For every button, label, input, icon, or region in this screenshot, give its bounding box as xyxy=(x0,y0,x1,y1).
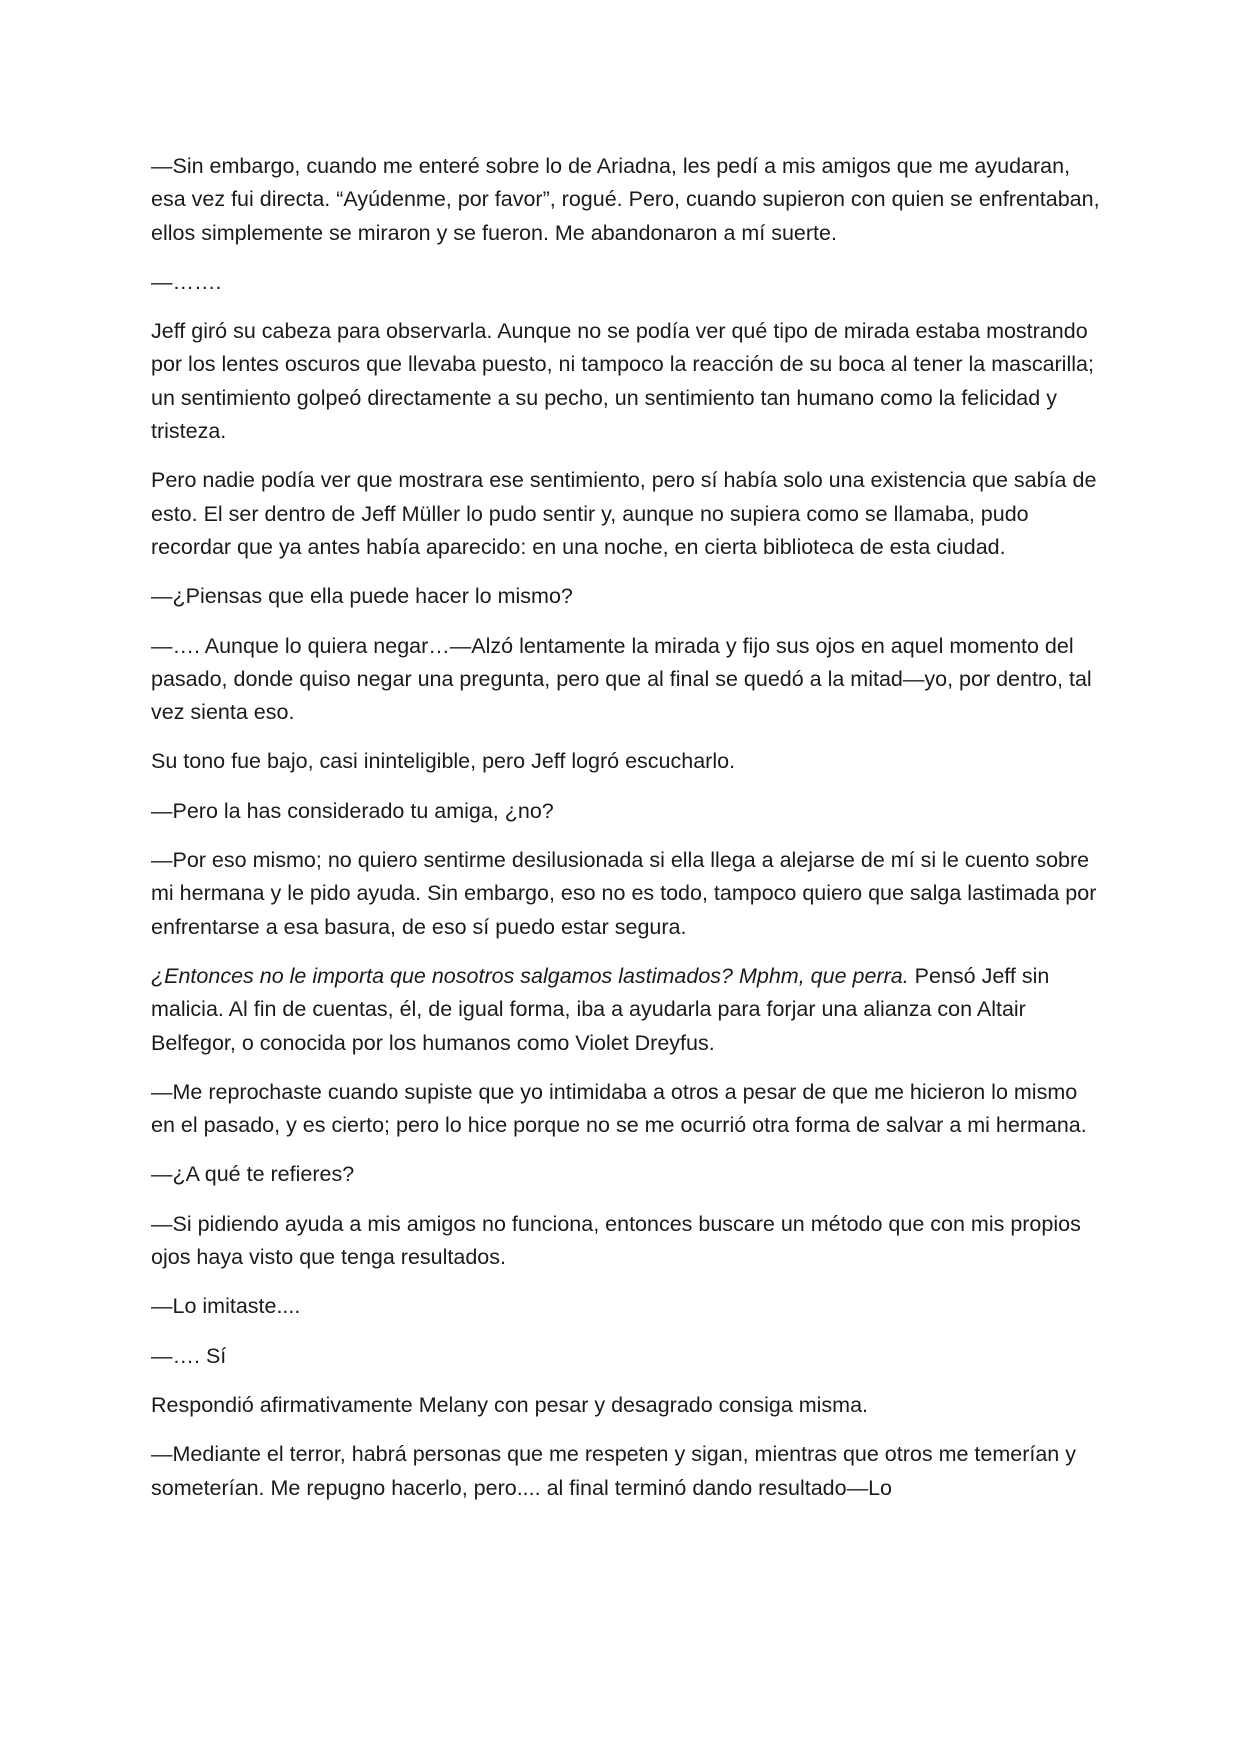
paragraph: Pero nadie podía ver que mostrara ese sentimiento, pero sí había solo una existencia que sabía de esto. El ser dentro de Jeff Müller lo pudo sentir y, aunque no supiera como se llamaba, pudo recordar que ya antes había aparecido: en una noche, en cierta biblioteca de esta ciudad. xyxy=(151,468,1097,559)
paragraph xyxy=(151,960,1101,1060)
document-body xyxy=(151,150,1101,1521)
paragraph: —Me reprochaste cuando supiste que yo intimidaba a otros a pesar de que me hicieron lo mismo en el pasado, y es cierto; pero lo hice porque no se me ocurrió otra forma de salvar a mi hermana. xyxy=(151,1079,1087,1138)
paragraph-text: Pensó Jeff sin malicia. Al fin de cuentas, él, de igual forma, iba a ayudarla para forjar una alianza con Altair Belfegor, o conocida por los humanos como Violet Dreyfus. xyxy=(151,963,1050,1055)
paragraph: —Lo imitaste.... xyxy=(151,1294,301,1319)
paragraph: —Pero la has considerado tu amiga, ¿no? xyxy=(151,798,554,823)
paragraph: Su tono fue bajo, casi ininteligible, pero Jeff logró escucharlo. xyxy=(151,749,736,774)
paragraph: —…. Aunque lo quiera negar…—Alzó lentamente la mirada y fijo sus ojos en aquel momento del pasado, donde quiso negar una pregunta, pero que al final se quedó a la mitad—yo, por dentro, tal vez sienta eso. xyxy=(151,633,1092,725)
paragraph: Jeff giró su cabeza para observarla. Aunque no se podía ver qué tipo de mirada estaba mostrando por los lentes oscuros que llevaba puesto, ni tampoco la reacción de su boca al tener la mascarilla; un sentimiento golpeó directamente a su pecho, un sentimiento tan humano como la felicidad y tristeza. xyxy=(151,319,1094,444)
paragraph: —¿Piensas que ella puede hacer lo mismo? xyxy=(151,584,573,609)
paragraph: —Si pidiendo ayuda a mis amigos no funciona, entonces buscare un método que con mis propios ojos haya visto que tenga resultados. xyxy=(151,1211,1081,1270)
paragraph: —Mediante el terror, habrá personas que me respeten y sigan, mientras que otros me temerían y someterían. Me repugno hacerlo, pero.... al final terminó dando resultado—Lo xyxy=(151,1442,1076,1500)
paragraph: —…. Sí xyxy=(151,1343,227,1368)
paragraph: —¿A qué te refieres? xyxy=(151,1162,355,1187)
paragraph: —Sin embargo, cuando me enteré sobre lo de Ariadna, les pedí a mis amigos que me ayudaran, esa vez fui directa. “Ayúdenme, por favor”, rogué. Pero, cuando supieron con quien se enfrentaban, ellos simplemente se miraron y se fueron. Me abandonaron a mí suerte. xyxy=(151,154,1100,245)
paragraph: —……. xyxy=(151,269,222,294)
italic-thought: ¿Entonces no le importa que nosotros salgamos lastimados? Mphm, que perra. xyxy=(151,963,909,988)
paragraph: Respondió afirmativamente Melany con pesar y desagrado consiga misma. xyxy=(151,1392,869,1417)
paragraph: —Por eso mismo; no quiero sentirme desilusionada si ella llega a alejarse de mí si le cuento sobre mi hermana y le pido ayuda. Sin embargo, eso no es todo, tampoco quiero que salga lastimada por enfrentarse a esa basura, de eso sí puedo estar segura. xyxy=(151,848,1097,939)
